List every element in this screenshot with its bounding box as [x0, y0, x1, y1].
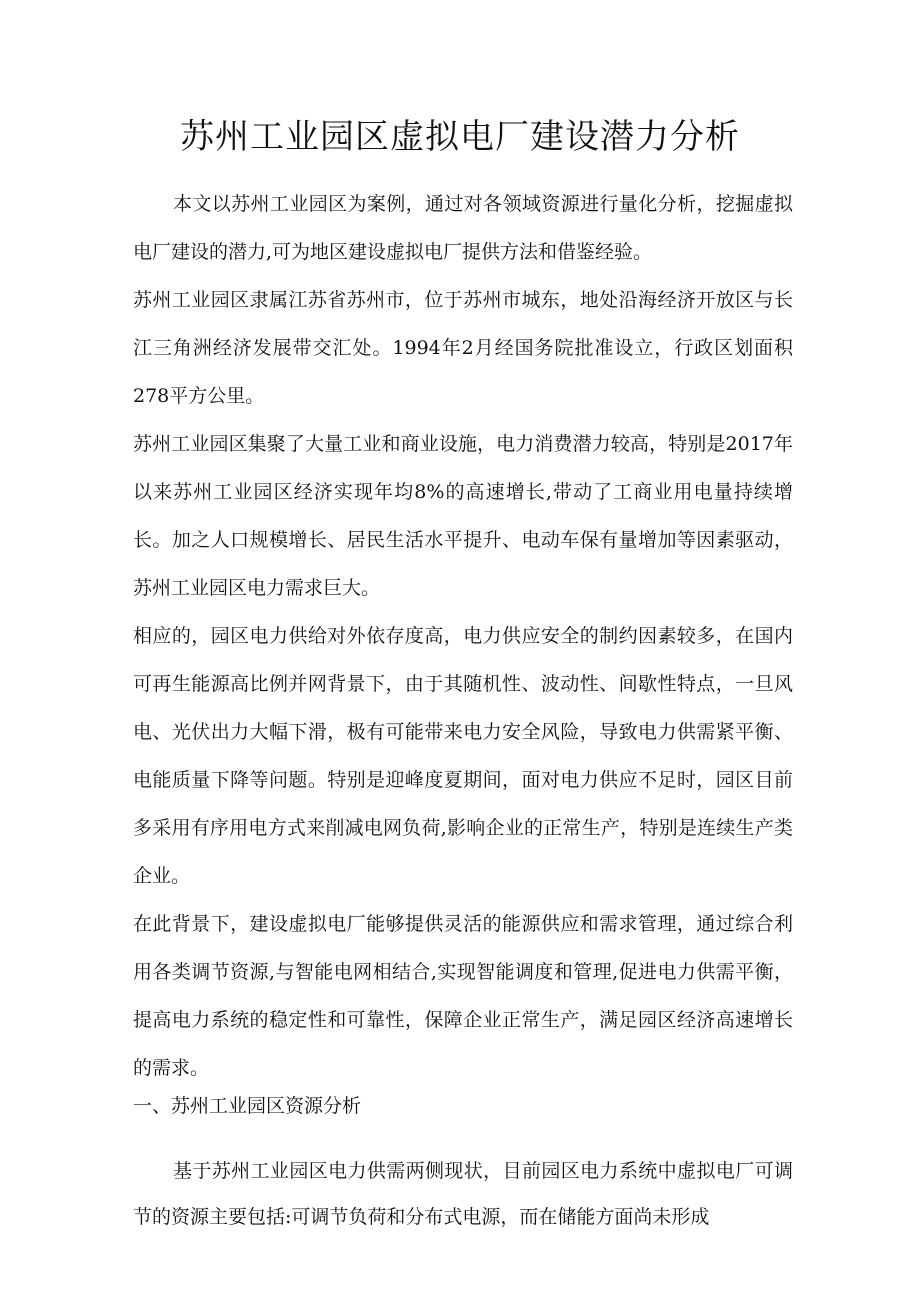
- paragraph-intro: 本文以苏州工业园区为案例，通过对各领域资源进行量化分析，挖掘虚拟电厂建设的潜力,可为地区建设虚拟电厂提供方法和借鉴经验。: [133, 193, 793, 263]
- section-heading: 一、苏州工业园区资源分析: [133, 1095, 362, 1117]
- document-title: 苏州工业园区虚拟电厂建设潜力分析: [180, 117, 740, 157]
- section-paragraph: 基于苏州工业园区电力供需两侧现状，目前园区电力系统中虚拟电厂可调节的资源主要包括:可调节负荷和分布式电源，而在储能方面尚未形成: [133, 1160, 793, 1228]
- paragraph-supply: 相应的，园区电力供给对外依存度高，电力供应安全的制约因素较多，在国内可再生能源高比例并网背景下，由于其随机性、波动性、间歇性特点，一旦风电、光伏出力大幅下滑，极有可能带来电力安全风险，导致电力供需紧平衡、电能质量下降等问题。特别是迎峰度夏期间，面对电力供应不足时，园区目前多采用有序用电方式来削减电网负荷,影响企业的正常生产，特别是连续生产类企业。: [133, 625, 793, 887]
- paragraph-demand: 苏州工业园区集聚了大量工业和商业设施，电力消费潜力较高，特别是2017年以来苏州工业园区经济实现年均8%的高速增长,带动了工商业用电量持续增长。加之人口规模增长、居民生活水平提升、电动车保有量增加等因素驱动，苏州工业园区电力需求巨大。: [133, 433, 793, 599]
- paragraph-background: 在此背景下，建设虚拟电厂能够提供灵活的能源供应和需求管理，通过综合利用各类调节资源,与智能电网相结合,实现智能调度和管理,促进电力供需平衡，提高电力系统的稳定性和可靠性，保障企业正常生产，满足园区经济高速增长的需求。: [133, 913, 793, 1079]
- paragraph-location: 苏州工业园区隶属江苏省苏州市，位于苏州市城东，地处沿海经济开放区与长江三角洲经济发展带交汇处。1994年2月经国务院批准设立，行政区划面积278平方公里。: [133, 289, 793, 407]
